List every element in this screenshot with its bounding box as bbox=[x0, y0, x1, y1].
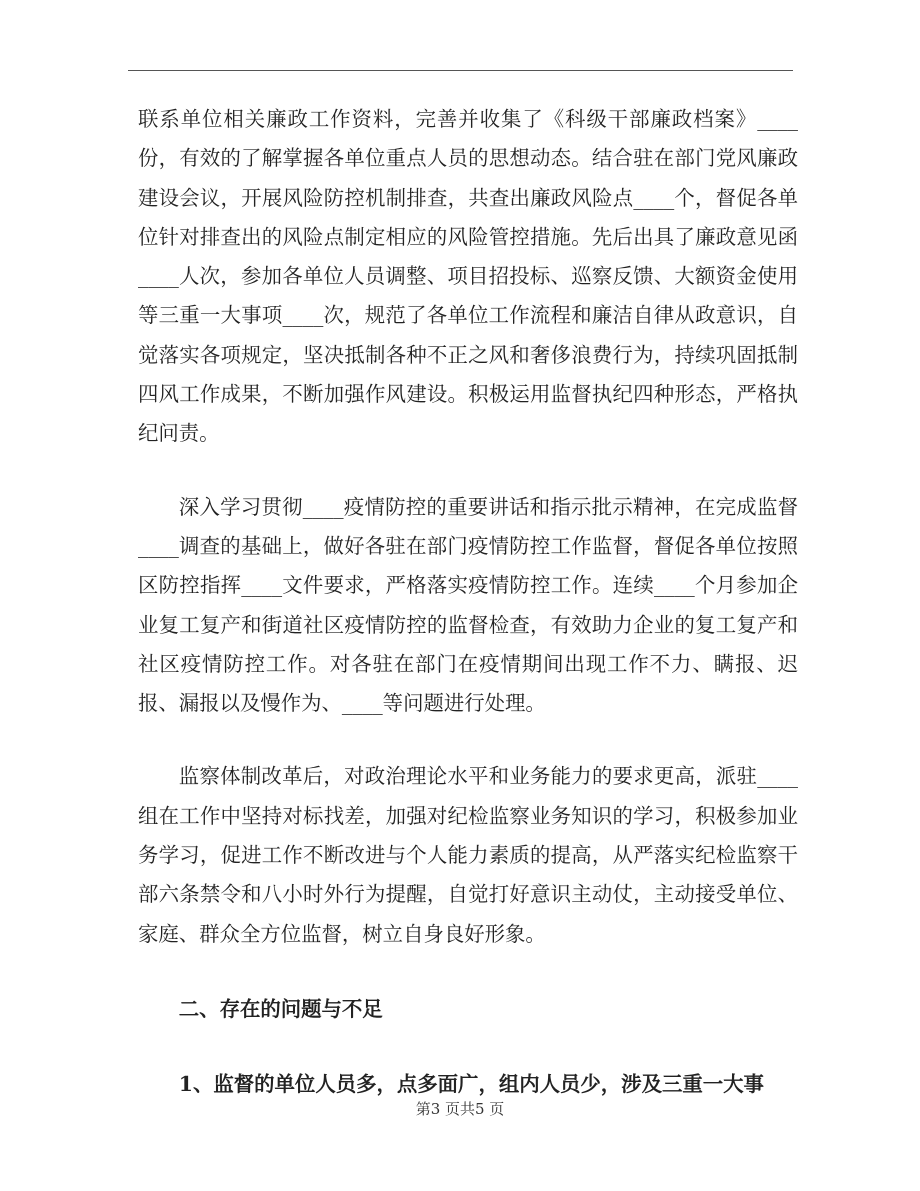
paragraph-2: 深入学习贯彻____疫情防控的重要讲话和指示批示精神，在完成监督____调查的基础上，做好各驻在部门疫情防控工作监督，督促各单位按照区防控指挥____文件要求，严格落实疫情防控工作。连续____个月参加企业复工复产和街道社区疫情防控的监督检查，有效助力企业的复工复产和社区疫情防控工作。对各驻在部门在疫情期间出现工作不力、瞒报、迟报、漏报以及慢作为、____等问题进行处理。 bbox=[138, 494, 798, 716]
page-number: 第3 页共5 页 bbox=[415, 1100, 505, 1118]
list-item-1: 1、监督的单位人员多，点多面广，组内人员少，涉及三重一大事 bbox=[178, 1072, 764, 1097]
header-rule bbox=[128, 70, 793, 71]
paragraph-3: 监察体制改革后，对政治理论水平和业务能力的要求更高，派驻____组在工作中坚持对标找差，加强对纪检监察业务知识的学习，积极参加业务学习，促进工作不断改进与个人能力素质的提高，从严落实纪检监察干部六条禁令和八小时外行为提醒，自觉打好意识主动仗，主动接受单位、家庭、群众全方位监督，树立自身良好形象。 bbox=[138, 764, 798, 946]
section-heading: 二、存在的问题与不足 bbox=[178, 996, 383, 1021]
document-body bbox=[138, 100, 798, 1141]
paragraph-1: 联系单位相关廉政工作资料，完善并收集了《科级干部廉政档案》____份，有效的了解掌握各单位重点人员的思想动态。结合驻在部门党风廉政建设会议，开展风险防控机制排查，共查出廉政风险点____个，督促各单位针对排查出的风险点制定相应的风险管控措施。先后出具了廉政意见函____人次，参加各单位人员调整、项目招投标、巡察反馈、大额资金使用等三重一大事项____次，规范了各单位工作流程和廉洁自律从政意识，自觉落实各项规定，坚决抵制各种不正之风和奢侈浪费行为，持续巩固抵制四风工作成果，不断加强作风建设。积极运用监督执纪四种形态，严格执纪问责。 bbox=[138, 107, 798, 446]
